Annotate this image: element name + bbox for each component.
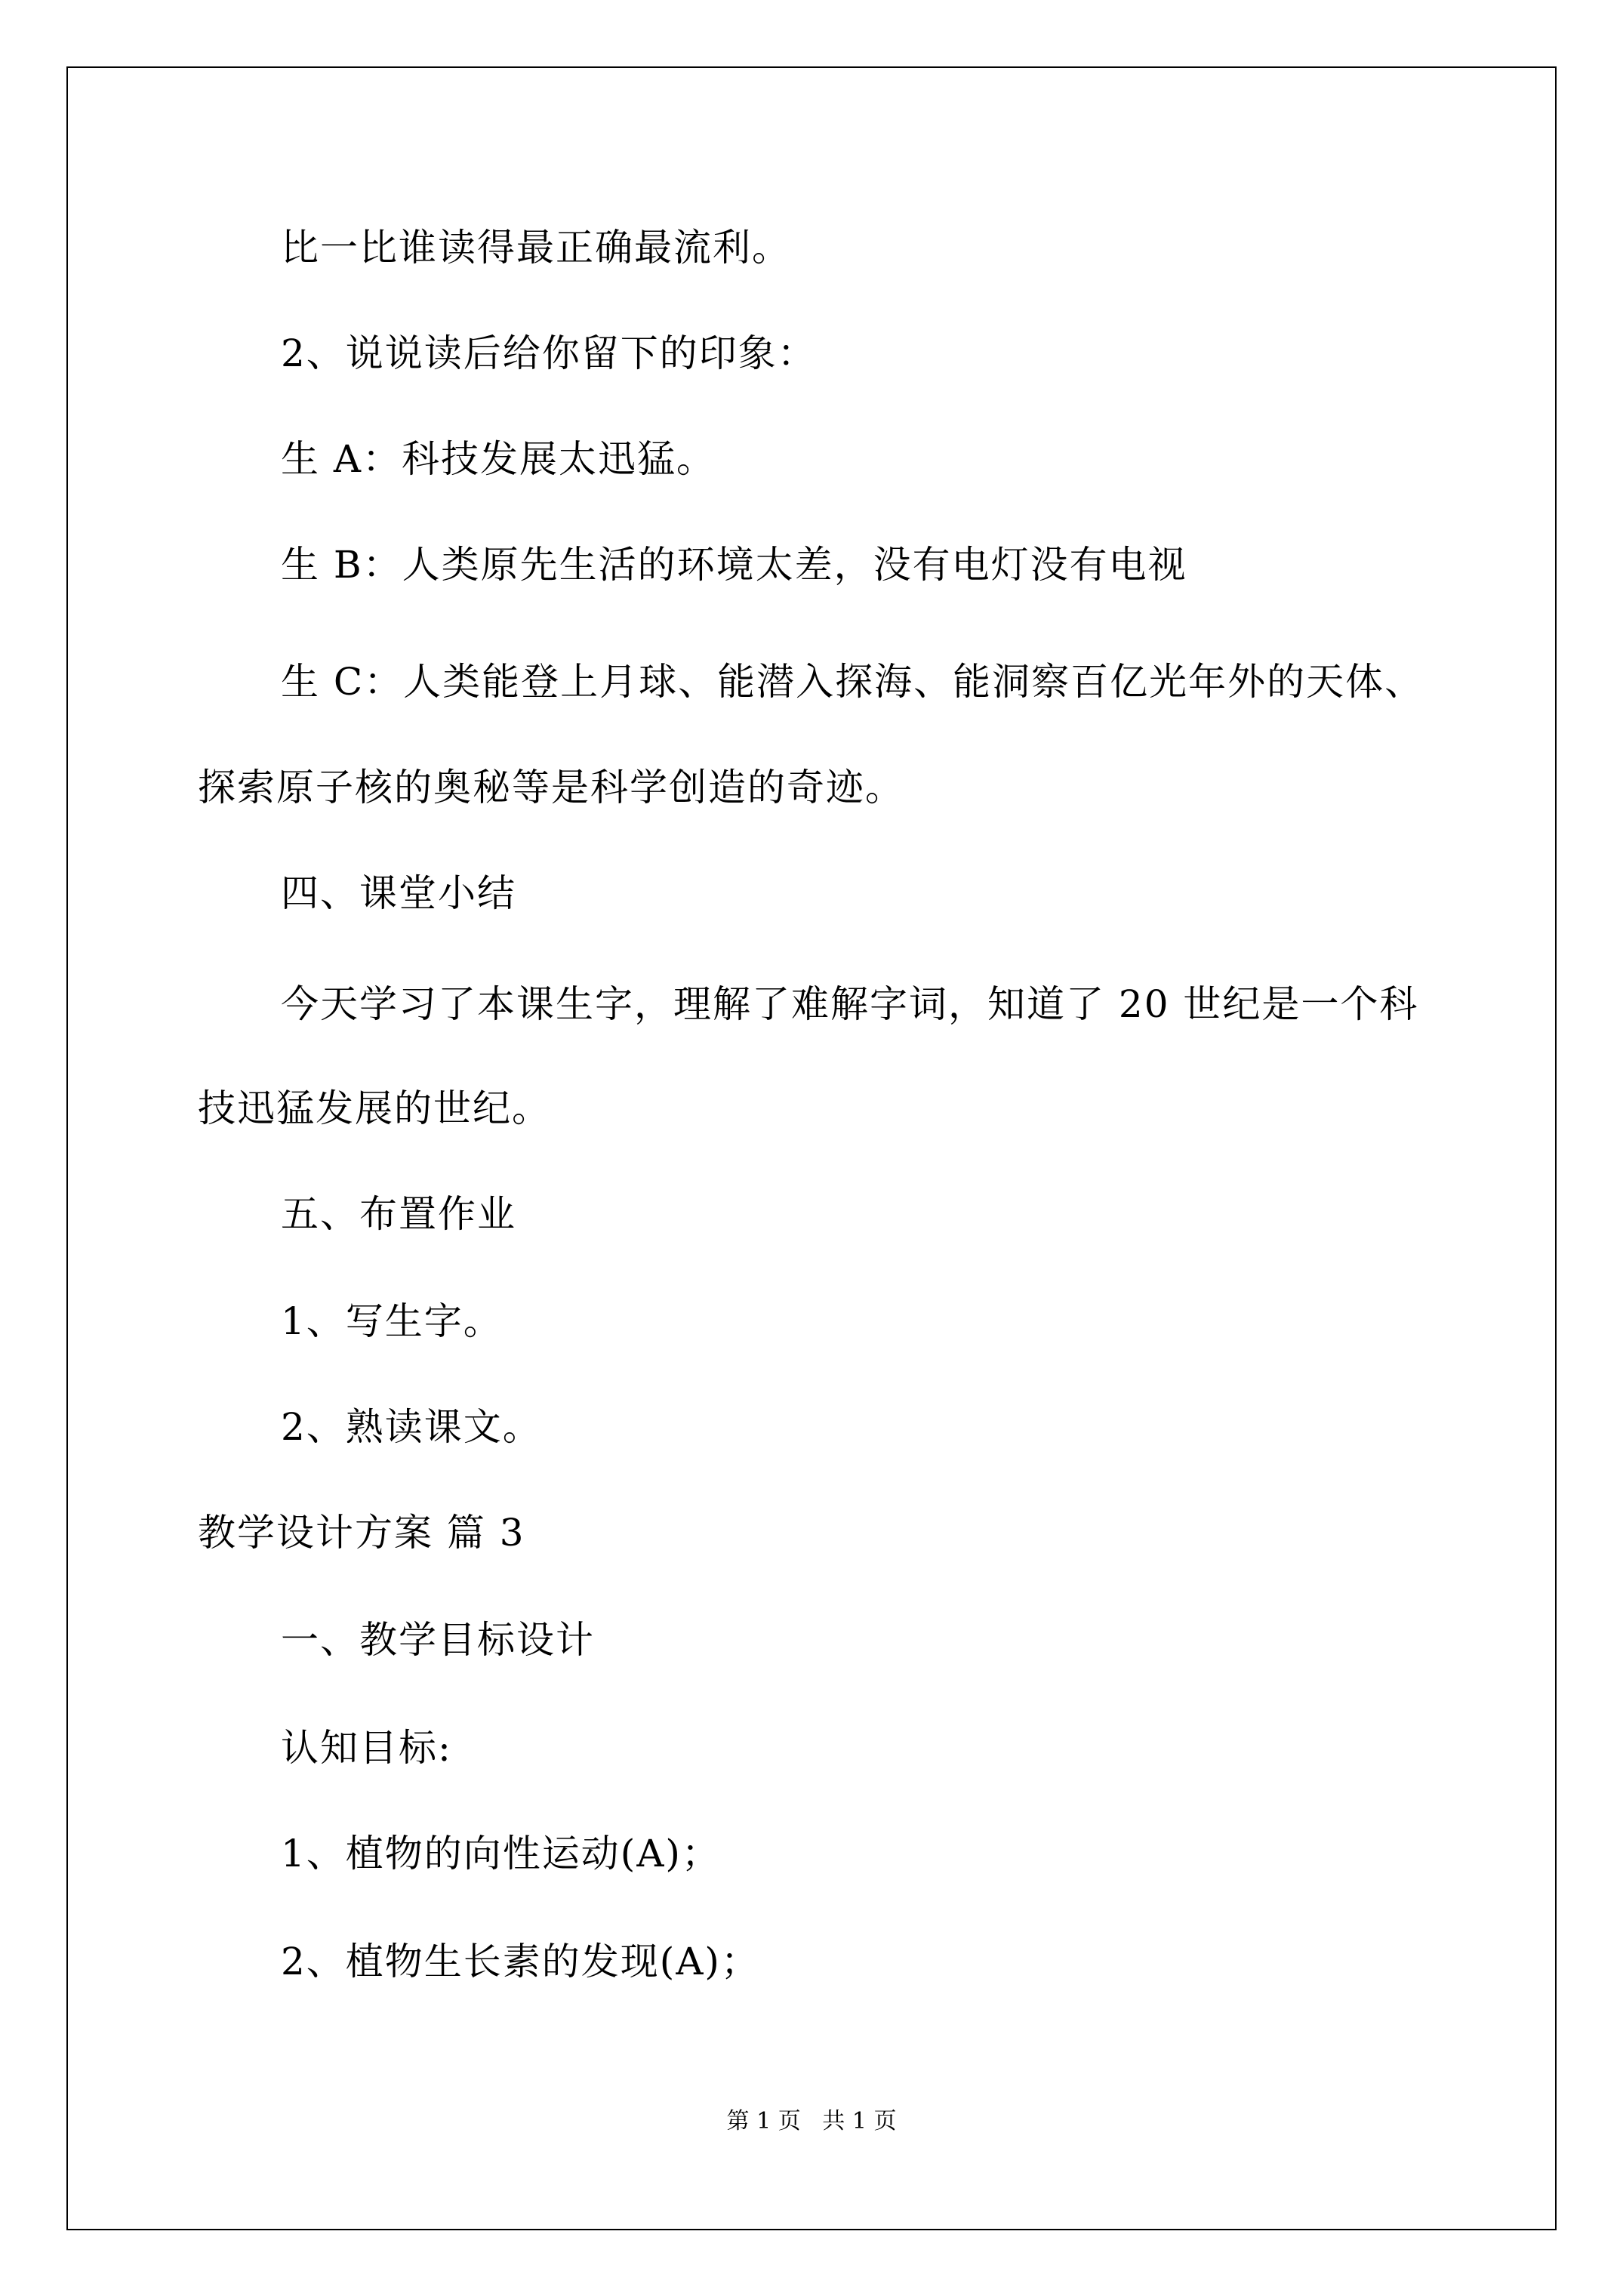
paragraph: 比一比谁读得最正确最流利。 — [281, 226, 791, 270]
list-item: 1、写生字。 — [281, 1299, 503, 1343]
paragraph-continuation: 探索原子核的奥秘等是科学创造的奇迹。 — [198, 766, 904, 809]
section-heading: 一、教学目标设计 — [281, 1618, 595, 1662]
list-item: 2、熟读课文。 — [281, 1405, 542, 1449]
document-title: 教学设计方案 篇 3 — [198, 1511, 525, 1555]
list-item: 1、植物的向性运动(A)； — [281, 1832, 721, 1875]
section-heading: 四、课堂小结 — [281, 871, 516, 915]
paragraph-continuation: 技迅猛发展的世纪。 — [198, 1086, 551, 1130]
paragraph: 认知目标: — [281, 1726, 452, 1770]
list-item: 2、植物生长素的发现(A)； — [281, 1940, 760, 1983]
page-border — [66, 66, 1557, 2230]
paragraph: 生 B：人类原先生活的环境太差，没有电灯没有电视 — [281, 543, 1187, 587]
section-heading: 五、布置作业 — [281, 1192, 516, 1236]
paragraph: 生 C：人类能登上月球、能潜入探海、能洞察百亿光年外的天体、 — [281, 660, 1424, 704]
paragraph: 今天学习了本课生字，理解了难解字词，知道了 20 世纪是一个科 — [281, 982, 1419, 1026]
paragraph: 2、说说读后给你留下的印象： — [281, 331, 817, 375]
paragraph: 生 A：科技发展太迅猛。 — [281, 437, 716, 481]
page-footer: 第 1 页 共 1 页 — [726, 2108, 897, 2134]
